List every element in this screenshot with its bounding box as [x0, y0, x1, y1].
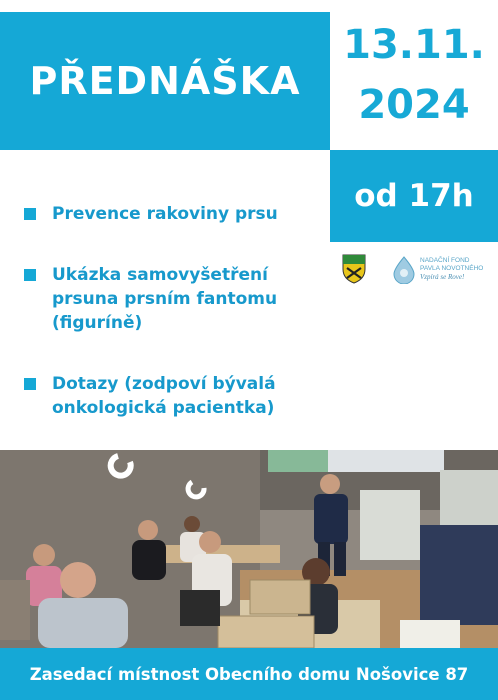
agenda-item-text: Prevence rakoviny prsu [52, 204, 278, 224]
lecture-photo-illustration [0, 450, 498, 648]
event-time: od 17h [354, 178, 474, 214]
agenda-item-demonstration [22, 263, 277, 335]
page-title: PŘEDNÁŠKA [29, 59, 301, 103]
agenda-item-text: (figuríně) [52, 313, 143, 333]
agenda-item-text: prsuna prsním fantomu [52, 289, 278, 309]
square-bullet-icon [24, 208, 36, 220]
event-date-day: 13.11. [343, 22, 485, 68]
agenda-item-text: onkologická pacientka) [52, 398, 275, 418]
square-bullet-icon [24, 378, 36, 390]
title-band [0, 12, 330, 150]
agenda-item-prevention [22, 202, 278, 226]
foundation-name-line2: PAVLA NOVOTNÉHO [420, 265, 484, 272]
venue-footer [0, 648, 498, 700]
lecture-photo [0, 450, 498, 648]
agenda-item-text: Ukázka samovyšetření [52, 265, 268, 285]
venue-text: Zasedací místnost Obecního domu Nošovice 87 [29, 664, 469, 684]
foundation-logo-text [420, 257, 498, 281]
agenda-item-questions [22, 372, 276, 420]
agenda-item-text: Dotazy (zodpoví bývalá [52, 374, 276, 394]
municipality-crest-icon [342, 254, 366, 284]
event-date-year: 2024 [358, 82, 470, 128]
event-time-box [330, 150, 498, 242]
event-date [330, 0, 498, 150]
foundation-name-line1: NADAČNÍ FOND [420, 257, 470, 264]
foundation-slogan: Vzpírá se Rove! [420, 273, 465, 281]
foundation-drop-icon [392, 256, 416, 284]
square-bullet-icon [24, 269, 36, 281]
partner-logos [340, 250, 490, 290]
